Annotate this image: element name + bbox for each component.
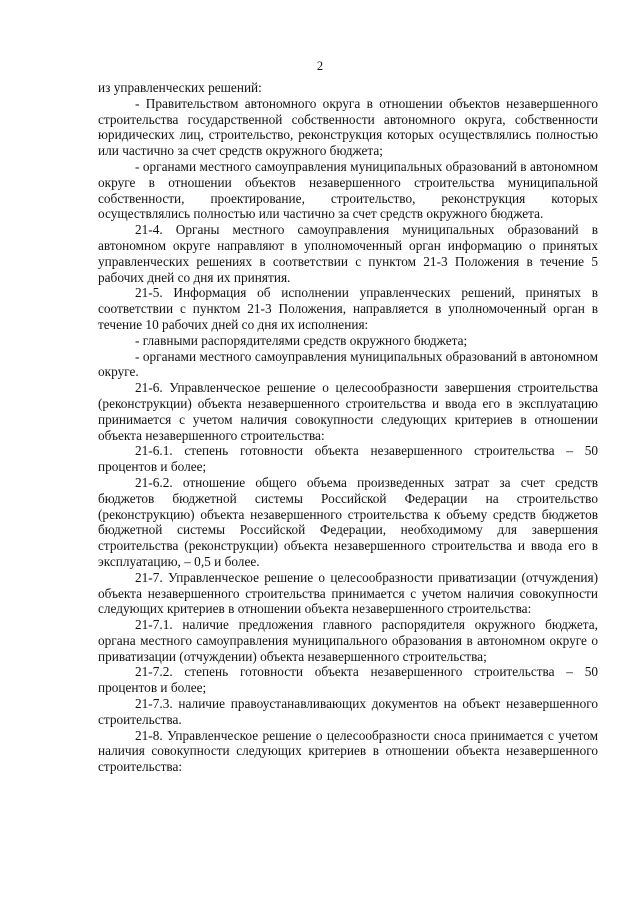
list-item: - органами местного самоуправления муниципальных образований в автономном округе. (98, 348, 598, 380)
list-item: - главными распорядителями средств окружного бюджета; (135, 332, 468, 348)
paragraph: 21-4. Органы местного самоуправления муниципальных образований в автономном округе направляют в уполномоченный орган информацию о принятых управленческих решениях в соответствии с пунктом 21-3 Положения в течение 5 рабочих дней со дня их принятия. (98, 222, 598, 285)
paragraph: 21-7.3. наличие правоустанавливающих документов на объект незавершенного строительства. (98, 696, 598, 727)
document-body (98, 80, 598, 775)
paragraph: 21-6.2. отношение общего объема произведенных затрат за счет средств бюджетов бюджетной системы Российской Федерации на строительство (реконструкцию) объекта незавершенного строительства к объему средств бюджетов бюджетной системы Российской Федерации, необходимому для завершения строительства (реконструкции) объекта незавершенного строительства и ввода его в эксплуатацию, – 0,5 и более. (98, 474, 598, 569)
paragraph: 21-8. Управленческое решение о целесообразности сноса принимается с учетом наличия совокупности следующих критериев в отношении объекта незавершенного строительства: (98, 727, 598, 775)
paragraph: 21-7. Управленческое решение о целесообразности приватизации (отчуждения) объекта незавершенного строительства принимается с учетом наличия совокупности следующих критериев в отношении объекта незавершенного строительства: (98, 569, 598, 617)
paragraph: 21-5. Информация об исполнении управленческих решений, принятых в соответствии с пунктом 21-3 Положения, направляется в уполномоченный орган в течение 10 рабочих дней со дня их исполнения: (98, 285, 598, 332)
paragraph: 21-6.1. степень готовности объекта незавершенного строительства – 50 процентов и более; (98, 443, 598, 475)
paragraph: из управленческих решений: (98, 80, 262, 95)
paragraph: 21-6. Управленческое решение о целесообразности завершения строительства (реконструкции) объекта незавершенного строительства и ввода его в эксплуатацию принимается с учетом наличия совокупности следующих критериев в отношении объекта незавершенного строительства: (98, 380, 598, 443)
list-item: - Правительством автономного округа в отношении объектов незавершенного строительства государственной собственности автономного округа, собственности юридических лиц, строительство, реконструкция которых осуществлялись полностью или частично за счет средств окружного бюджета; (98, 95, 598, 159)
list-item: - органами местного самоуправления муниципальных образований в автономном округе в отношении объектов незавершенного строительства муниципальной собственности, проектирование, строительство, реконструкция которых осуществлялись полностью или частично за счет средств окружного бюджета. (98, 158, 598, 222)
paragraph: 21-7.1. наличие предложения главного распорядителя окружного бюджета, органа местного самоуправления муниципального образования в автономном округе о приватизации (отчуждении) объекта незавершенного строительства; (98, 617, 598, 664)
paragraph: 21-7.2. степень готовности объекта незавершенного строительства – 50 процентов и более; (98, 664, 598, 696)
page-number: 2 (316, 59, 324, 73)
